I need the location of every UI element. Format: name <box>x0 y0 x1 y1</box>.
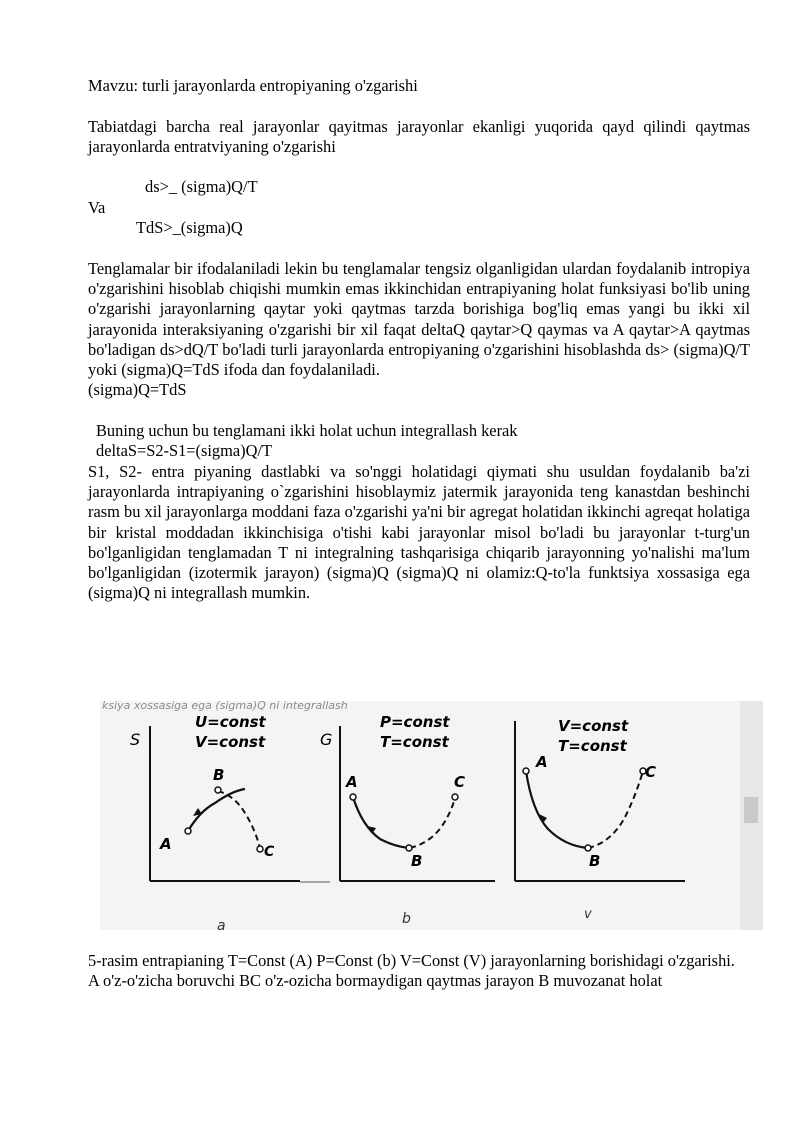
va-label: Va <box>88 197 106 217</box>
panel-b-label-b: B <box>411 852 423 870</box>
caption-line-2: A o'z-o'zicha boruvchi BC o'z-ozicha bormaydigan qaytmas jarayon B muvozanat holat <box>88 971 663 991</box>
document-body <box>88 76 750 604</box>
panel-v-point-b <box>585 845 591 851</box>
panel-v-sublabel: v <box>584 907 592 922</box>
equation-3: (sigma)Q=TdS <box>88 380 187 400</box>
panel-a-sublabel: a <box>217 918 226 930</box>
integral-instruction: Buning uchun bu tenglamani ikki holat uchun integrallash kerak <box>96 421 518 441</box>
panel-a-cond1: U=const <box>195 713 266 731</box>
panel-b-cond1: P=const <box>380 713 450 731</box>
panel-a-cond2: V=const <box>195 733 266 751</box>
panel-b-label-a: A <box>346 773 358 791</box>
paragraph-3: S1, S2- entra piyaning dastlabki va so'nggi holatidagi qiymati shu usuldan foydalanib ba'zi jarayonlarda intrapiyaning o`zgarishini hisoblaymiz jatermik jarayonida teng kanastdan beshinchi rasm bu xil jarayonlarga moddani faza o'zgarishi ya'ni bir agregat holatidan ikkinchi agreqat holatiga bir kristal moddadan ikkinchisiga o'tishi kabi jarayonlar misol bo'ladi bu jarayonlar t-turg'un bo'lganligidan tenglamadan T ni integralning tashqarisiga chiqarib jarayonning yo'nalishi ma'lum bo'lganligidan (izotermik jarayon) (sigma)Q (sigma)Q ni olamiz:Q-to'la funktsiya xossasiga ega (sigma)Q ni integrallash mumkin. <box>88 461 750 603</box>
panel-v-point-a <box>523 768 529 774</box>
equation-1: ds>_ (sigma)Q/T <box>145 177 258 197</box>
entropy-figure <box>100 701 763 930</box>
panel-b-point-c <box>452 794 458 800</box>
panel-a-label-b: B <box>213 766 225 784</box>
panel-v-label-c: C <box>645 763 657 781</box>
document-title: Mavzu: turli jarayonlarda entropiyaning o'zgarishi <box>88 76 418 95</box>
panel-a-point-a <box>185 828 191 834</box>
panel-a-label-a: A <box>160 835 172 853</box>
panel-b-label-c: C <box>454 773 466 791</box>
equation-4: deltaS=S2-S1=(sigma)Q/T <box>96 441 273 461</box>
figure-top-partial-text: ksiya xossasiga ega (sigma)Q ni integrallash <box>102 701 348 712</box>
panel-b-axis-label: G <box>320 730 333 749</box>
paragraph-2: Tenglamalar bir ifodalaniladi lekin bu tenglamalar tengsiz olganligidan ulardan foydalanib intropiya o'zgarishini hisoblab chiqishi mumkin emas ikkinchidan entrapiyaning holat funksiyasi bo'lib uning o'zgarishi jarayonlarning qaytar yoki qaytmas tarzda borishiga bog'liq emas yangi bu ikki xil jarayonida interaksiyaning o'zgarishi bir xil faqat deltaQ qaytar>Q qaymas va A qaytar>A qaytmas bo'ladigan ds>dQ/T bo'ladi turli jarayonlarda entropiyaning o'zgarishini hisoblashda ds> (sigma)Q/T yoki (sigma)Q=TdS ifoda dan foydalaniladi. <box>88 258 750 380</box>
panel-a-point-b <box>215 787 221 793</box>
equation-2: TdS>_(sigma)Q <box>136 218 243 238</box>
panel-b-cond2: T=const <box>380 733 449 751</box>
figure-caption <box>88 951 750 992</box>
caption-line-1: 5-rasim entrapianing T=Const (A) P=Const (b) V=Const (V) jarayonlarning borishidagi o'zgarishi. <box>88 951 735 970</box>
panel-v-cond1: V=const <box>558 717 629 735</box>
panel-b-point-b <box>406 845 412 851</box>
intro-paragraph: Tabiatdagi barcha real jarayonlar qayitmas jarayonlar ekanligi yuqorida qayd qilindi qaytmas jarayonlarda entratviyaning o'zgarishi <box>88 116 750 156</box>
panel-a-label-c: C <box>264 844 275 860</box>
panel-v-label-b: B <box>589 852 601 870</box>
panel-v-cond2: T=const <box>558 737 627 755</box>
panel-v-label-a: A <box>536 753 548 771</box>
panel-b-sublabel: b <box>402 911 411 927</box>
panel-a-axis-label: S <box>130 730 141 749</box>
panel-a-point-c <box>257 846 263 852</box>
panel-b-point-a <box>350 794 356 800</box>
